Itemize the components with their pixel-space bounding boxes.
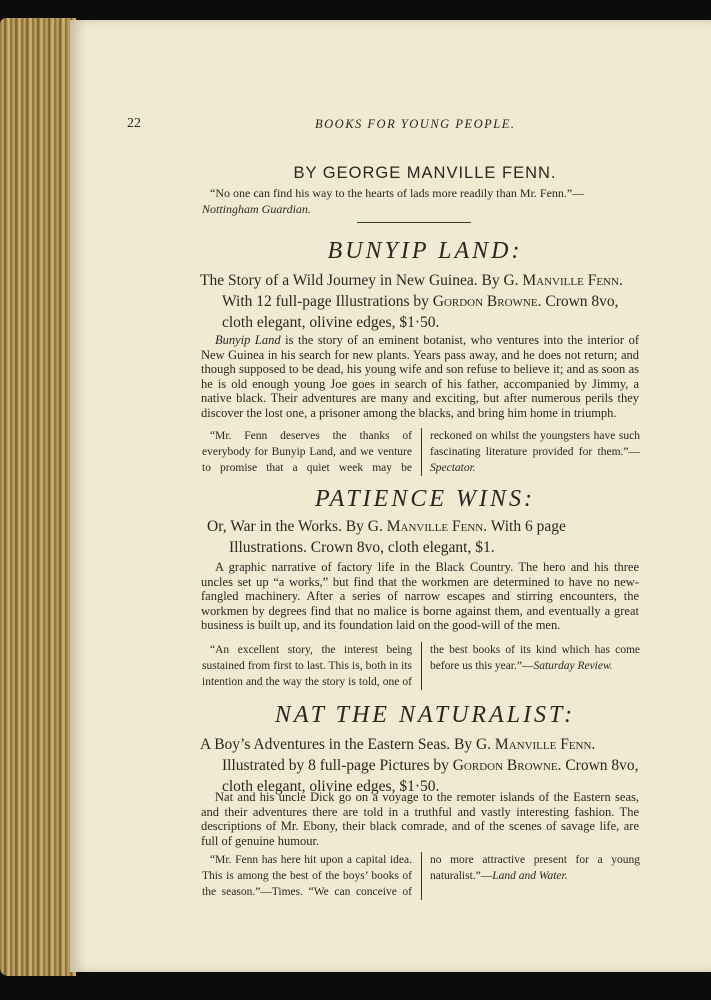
book-review (202, 428, 640, 476)
book-review (202, 852, 640, 900)
book-description (200, 734, 640, 797)
review-text (202, 428, 640, 476)
review-source: Land and Water. (492, 870, 568, 882)
review-text (202, 642, 640, 690)
description-text: . With 6 page Illustrations. Crown 8vo, cloth elegant, $1. (229, 518, 566, 556)
book-page-edges (0, 18, 76, 976)
running-head: BOOKS FOR YOUNG PEOPLE. (315, 117, 516, 131)
author-quote-source: Nottingham Guardian. (202, 202, 311, 216)
book-synopsis (201, 560, 639, 633)
review-source: Saturday Review. (533, 660, 613, 672)
author-quote-text: “No one can find his way to the hearts of lads more readily than Mr. Fenn.”— (210, 186, 585, 200)
review-text (202, 852, 640, 900)
book-synopsis (201, 790, 639, 848)
author-name: Manville Fenn (386, 518, 484, 535)
synopsis-text: A graphic narrative of factory life in the Black Country. The hero and his three uncles set up “a works,” but find that the workmen are determined to have no new-fangled machinery. After a series of narrow escapes and stirring encounters, the workmen by degrees find that no malice is borne against them, and eventually a great business is built up, and its foundation laid on the good-will of the men. (201, 560, 639, 632)
book-description (200, 270, 640, 333)
description-text: . Illustrated by 8 full-page Pictures by (222, 736, 596, 774)
review-quote: “An excellent story, the interest being sustained from first to last. This is, both in its intention and the way the story is told, one of the best books of its kind which has come before us this year.”— (202, 644, 640, 688)
review-quote: “Mr. Fenn deserves the thanks of everybody for Bunyip Land, and we venture to promise that a quiet week may be reckoned on whilst the youngsters have such fascinating literature provided for them.”— (202, 430, 640, 474)
description-text: The Story of a Wild Journey in New Guinea. By G. (200, 272, 523, 289)
description-text: . With 12 full-page Illustrations by (222, 272, 623, 310)
review-source: Spectator. (430, 462, 476, 474)
description-text: Or, War in the Works. By G. (207, 518, 387, 535)
book-description (207, 516, 647, 558)
section-rule (357, 222, 471, 223)
author-name: Manville Fenn (494, 736, 592, 753)
book-title: PATIENCE WINS: (315, 486, 535, 512)
illustrator-name: Gordon Browne (452, 757, 558, 774)
author-heading: BY GEORGE MANVILLE FENN. (293, 164, 557, 182)
description-text: . Crown 8vo, cloth elegant, olivine edges, $1·50. (222, 757, 639, 795)
book-title: BUNYIP LAND: (327, 238, 523, 264)
book-title: NAT THE NATURALIST: (274, 702, 576, 728)
description-text: . Crown 8vo, cloth elegant, olivine edges, $1·50. (222, 293, 619, 331)
book-review (202, 642, 640, 690)
description-text: A Boy’s Adventures in the Eastern Seas. By G. (200, 736, 495, 753)
page-number: 22 (127, 116, 141, 131)
author-quote (202, 185, 642, 217)
synopsis-text: is the story of an eminent botanist, who ventures into the interior of New Guinea in his search for new plants. Years pass away, and he does not return; and though supposed to be dead, his young wife and son refuse to believe it; and as soon as he is old enough young Joe goes in search of his father, accompanied by Jimmy, a native black. Their adventures are many and exciting, but after numerous perils they discover the lost one, a prisoner among the blacks, and bring him home in triumph. (201, 333, 640, 420)
synopsis-title: Bunyip Land (215, 333, 281, 347)
book-synopsis (201, 333, 639, 420)
author-name: Manville Fenn (522, 272, 619, 289)
illustrator-name: Gordon Browne (432, 293, 538, 310)
synopsis-text: Nat and his uncle Dick go on a voyage to the remoter islands of the Eastern seas, and their adventures there are told in a truthful and vastly interesting fashion. The descriptions of Mr. Ebony, their black comrade, and of the scenes of savage life, are full of genuine humour. (201, 790, 639, 848)
review-quote: “Mr. Fenn has here hit upon a capital idea. This is among the best of the boys’ books of the season.”—Times. “We can conceive of no more attractive present for a young naturalist.”— (202, 854, 640, 898)
